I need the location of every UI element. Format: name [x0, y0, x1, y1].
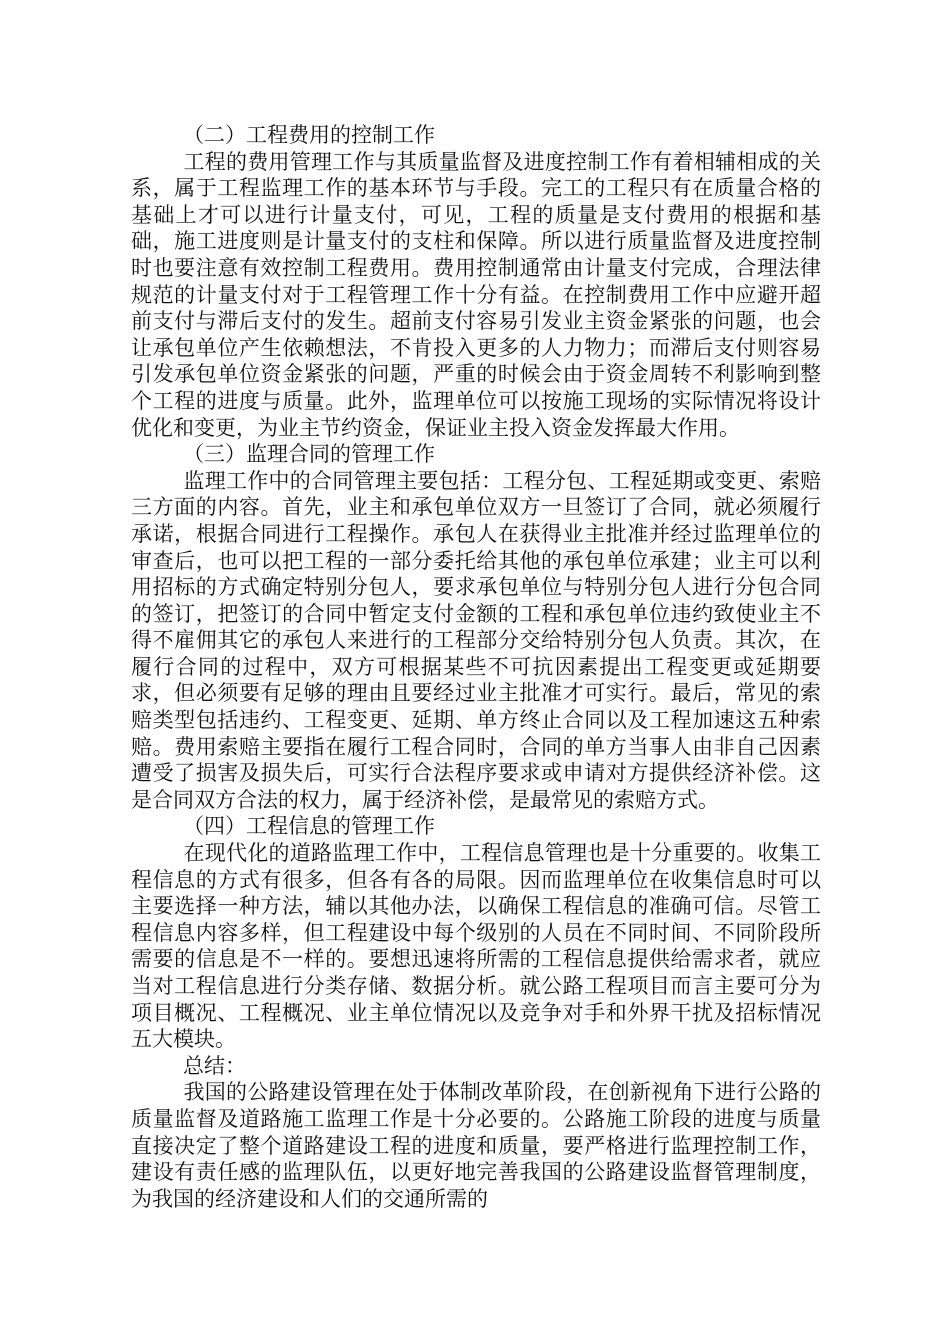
section-heading-contract-management: （三）监理合同的管理工作 [183, 442, 435, 467]
section-heading-cost-control: （二）工程费用的控制工作 [183, 123, 435, 147]
paragraph-information-management: 在现代化的道路监理工作中，工程信息管理也是十分重要的。收集工程信息的方式有很多，但各有各的局限。因而监理单位在收集信息时可以主要选择一种方法，辅以其他办法，以确保工程信息的准确可信。尽管工程信息内容多样，但工程建设中每个级别的人员在不同时间、不同阶段所需要的信息是不一样的。要想迅速将所需的工程信息提供给需求者，就应当对工程信息进行分类存储、数据分析。就公路工程项目而言主要可分为项目概况、工程概况、业主单位情况以及竞争对手和外界干扰及招标情况五大模块。 [131, 841, 821, 1052]
paragraph-contract-management: 监理工作中的合同管理主要包括：工程分包、工程延期或变更、索赔三方面的内容。首先，业主和承包单位双方一旦签订了合同，就必须履行承诺，根据合同进行工程操作。承包人在获得业主批准并经过监理单位的审查后，也可以把工程的一部分委托给其他的承包单位承建；业主可以利用招标的方式确定特别分包人，要求承包单位与特别分包人进行分包合同的签订，把签订的合同中暂定支付金额的工程和承包单位违约致使业主不得不雇佣其它的承包人来进行的工程部分交给特别分包人负责。其次，在履行合同的过程中，双方可根据某些不可抗因素提出工程变更或延期要求，但必须要有足够的理由且要经过业主批准才可实行。最后，常见的索赔类型包括违约、工程变更、延期、单方终止合同以及工程加速这五种索赔。费用索赔主要指在履行工程合同时，合同的单方当事人由非自己因素遭受了损害及损失后，可实行合法程序要求或申请对方提供经济补偿。这是合同双方合法的权力，属于经济补偿，是最常见的索赔方式。 [131, 468, 821, 812]
section-heading-summary: 总结： [183, 1053, 246, 1078]
paragraph-summary: 我国的公路建设管理在处于体制改革阶段，在创新视角下进行公路的质量监督及道路施工监理工作是十分必要的。公路施工阶段的进度与质量直接决定了整个道路建设工程的进度和质量，要严格进行监理控制工作，建设有责任感的监理队伍，以更好地完善我国的公路建设监督管理制度，为我国的经济建设和人们的交通所需的 [131, 1080, 821, 1211]
section-heading-information-management: （四）工程信息的管理工作 [183, 814, 435, 839]
document-page [131, 122, 821, 1212]
paragraph-cost-control: 工程的费用管理工作与其质量监督及进度控制工作有着相辅相成的关系，属于工程监理工作的基本环节与手段。完工的工程只有在质量合格的基础上才可以进行计量支付，可见，工程的质量是支付费用的根据和基础，施工进度则是计量支付的支柱和保障。所以进行质量监督及进度控制时也要注意有效控制工程费用。费用控制通常由计量支付完成，合理法律规范的计量支付对于工程管理工作十分有益。在控制费用工作中应避开超前支付与滞后支付的发生。超前支付容易引发业主资金紧张的问题，也会让承包单位产生依赖想法，不肯投入更多的人力物力；而滞后支付则容易引发承包单位资金紧张的问题，严重的时候会由于资金周转不利影响到整个工程的进度与质量。此外，监理单位可以按施工现场的实际情况将设计优化和变更，为业主节约资金，保证业主投入资金发挥最大作用。 [131, 149, 821, 440]
